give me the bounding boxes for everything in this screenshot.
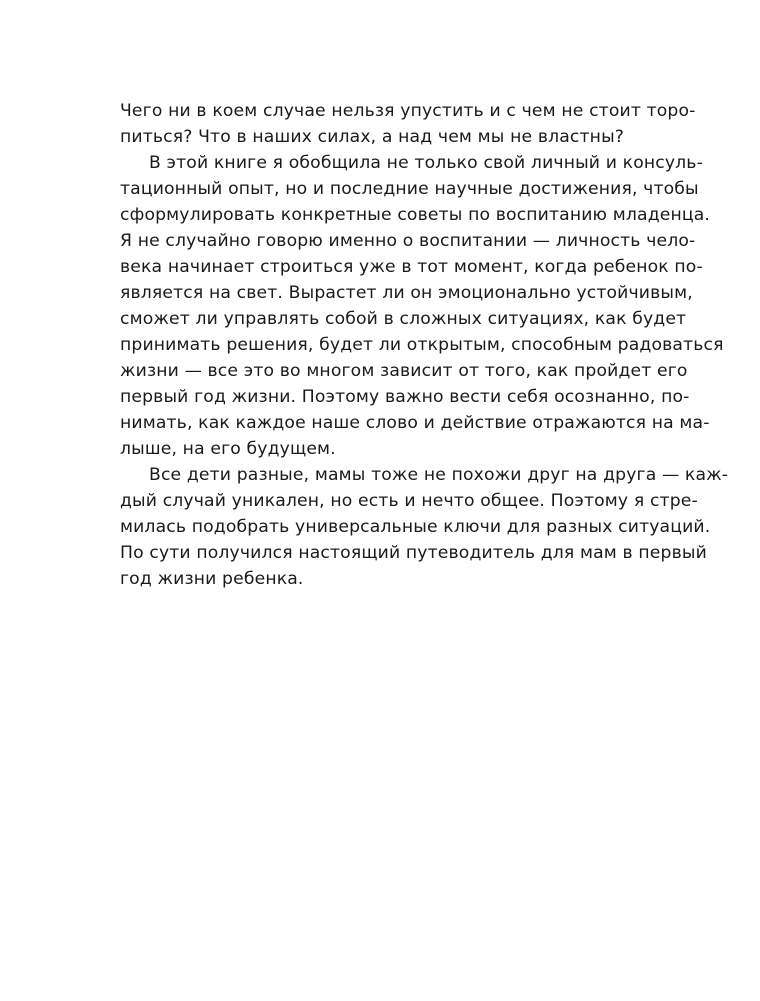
text-line: Все дети разные, мамы тоже не похожи друг на друга — каж- (149, 465, 729, 485)
text-line: жизни — все это во многом зависит от того, как пройдет его (120, 361, 688, 381)
text-line: лыше, на его будущем. (120, 439, 336, 459)
text-line: является на свет. Вырастет ли он эмоционально устойчивым, (120, 283, 693, 303)
body-text (120, 98, 729, 592)
text-line: В этой книге я обобщила не только свой личный и консуль- (149, 153, 703, 173)
text-line: первый год жизни. Поэтому важно вести себя осознанно, по- (120, 387, 690, 407)
text-line: По сути получился настоящий путеводитель для мам в первый (120, 543, 707, 563)
text-line: века начинает строиться уже в тот момент, когда ребенок по- (120, 257, 703, 277)
text-line: год жизни ребенка. (120, 569, 304, 589)
text-line: Чего ни в коем случае нельзя упустить и с чем не стоит торо- (120, 101, 696, 121)
text-line: питься? Что в наших силах, а над чем мы не властны? (120, 127, 625, 147)
text-line: нимать, как каждое наше слово и действие отражаются на ма- (120, 413, 710, 433)
text-line: милась подобрать универсальные ключи для разных ситуаций. (120, 517, 711, 537)
text-line: Я не случайно говорю именно о воспитании — личность чело- (120, 231, 696, 251)
text-line: сможет ли управлять собой в сложных ситуациях, как будет (120, 309, 687, 329)
text-line: тационный опыт, но и последние научные достижения, чтобы (120, 179, 699, 199)
text-line: сформулировать конкретные советы по воспитанию младенца. (120, 205, 711, 225)
text-line: дый случай уникален, но есть и нечто общее. Поэтому я стре- (120, 491, 698, 511)
text-line: принимать решения, будет ли открытым, способным радоваться (120, 335, 724, 355)
